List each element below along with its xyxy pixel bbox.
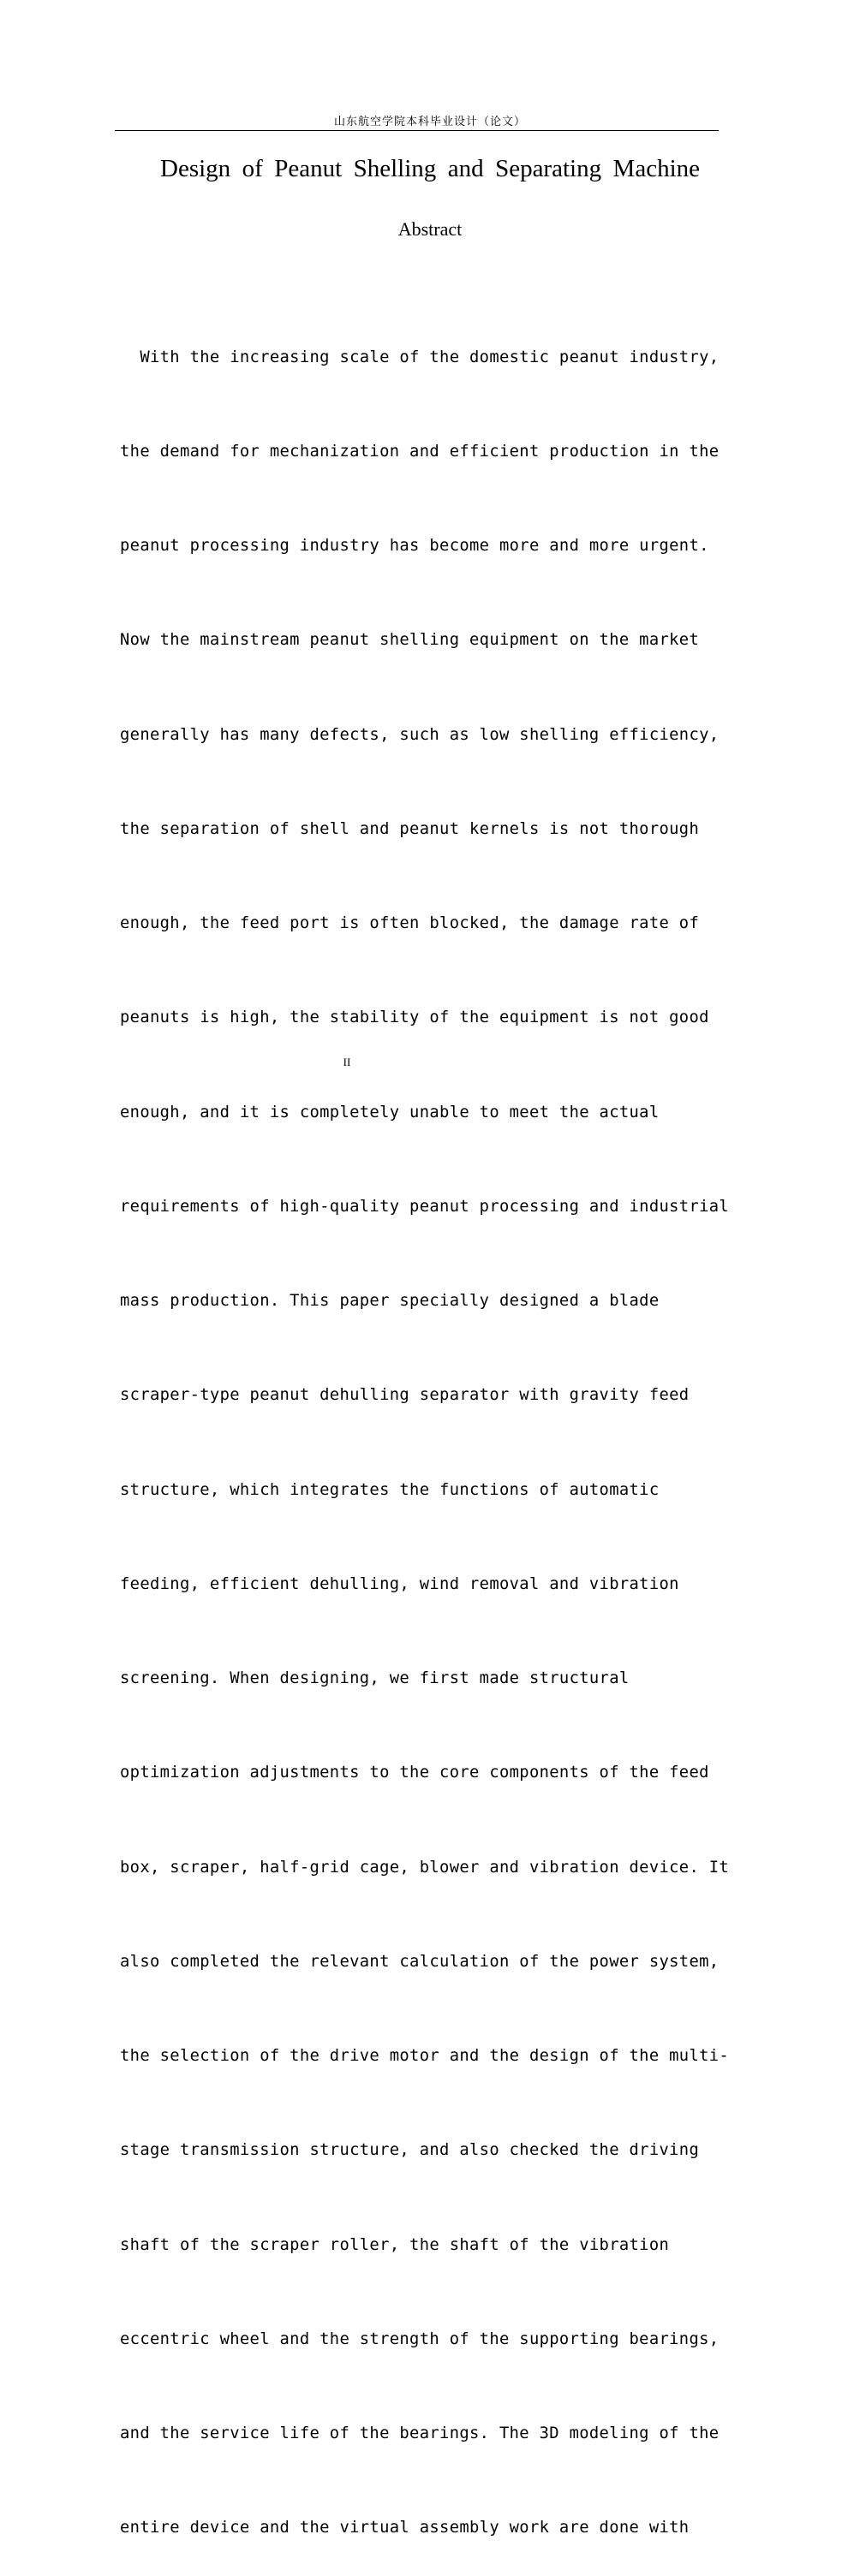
body-line: the demand for mechanization and efficient production in the [120,442,720,461]
body-line: screening. When designing, we first made structural [120,1669,630,1687]
body-line: peanut processing industry has become more and more urgent. [120,537,709,555]
abstract-body [120,279,730,2576]
body-line: optimization adjustments to the core components of the feed [120,1764,709,1782]
body-line: With the increasing scale of the domestic peanut industry, [120,348,720,366]
body-line: box, scraper, half-grid cage, blower and vibration device. It [120,1858,730,1877]
body-line: feeding, efficient dehulling, wind removal and vibration [120,1574,679,1593]
body-line: peanuts is high, the stability of the equipment is not good [120,1008,709,1027]
body-line: Now the mainstream peanut shelling equipment on the market [120,631,700,650]
body-line: the separation of shell and peanut kernels is not thorough [120,819,700,838]
body-line: requirements of high-quality peanut processing and industrial [120,1197,730,1216]
document-title: Design of Peanut Shelling and Separating Machine [160,155,700,182]
body-line: entire device and the virtual assembly work are done with [120,2519,690,2537]
body-line: stage transmission structure, and also checked the driving [120,2141,700,2160]
header-divider [115,130,719,131]
body-line: enough, and it is completely unable to meet the actual [120,1103,660,1121]
body-line: enough, the feed port is often blocked, the damage rate of [120,914,700,932]
body-line: eccentric wheel and the strength of the supporting bearings, [120,2329,720,2348]
abstract-heading: Abstract [397,218,463,240]
body-line: the selection of the drive motor and the design of the multi- [120,2047,730,2065]
body-line: shaft of the scraper roller, the shaft of the vibration [120,2235,670,2254]
body-line: and the service life of the bearings. The 3D modeling of the [120,2424,720,2442]
page-header: 山东航空学院本科毕业设计（论文） [333,116,526,128]
body-line: generally has many defects, such as low shelling efficiency, [120,725,720,744]
body-line: structure, which integrates the functions of automatic [120,1480,660,1499]
body-line: mass production. This paper specially designed a blade [120,1292,660,1310]
body-line: also completed the relevant calculation of the power system, [120,1952,720,1971]
page-number: II [343,1056,351,1068]
body-line: scraper-type peanut dehulling separator with gravity feed [120,1386,690,1405]
